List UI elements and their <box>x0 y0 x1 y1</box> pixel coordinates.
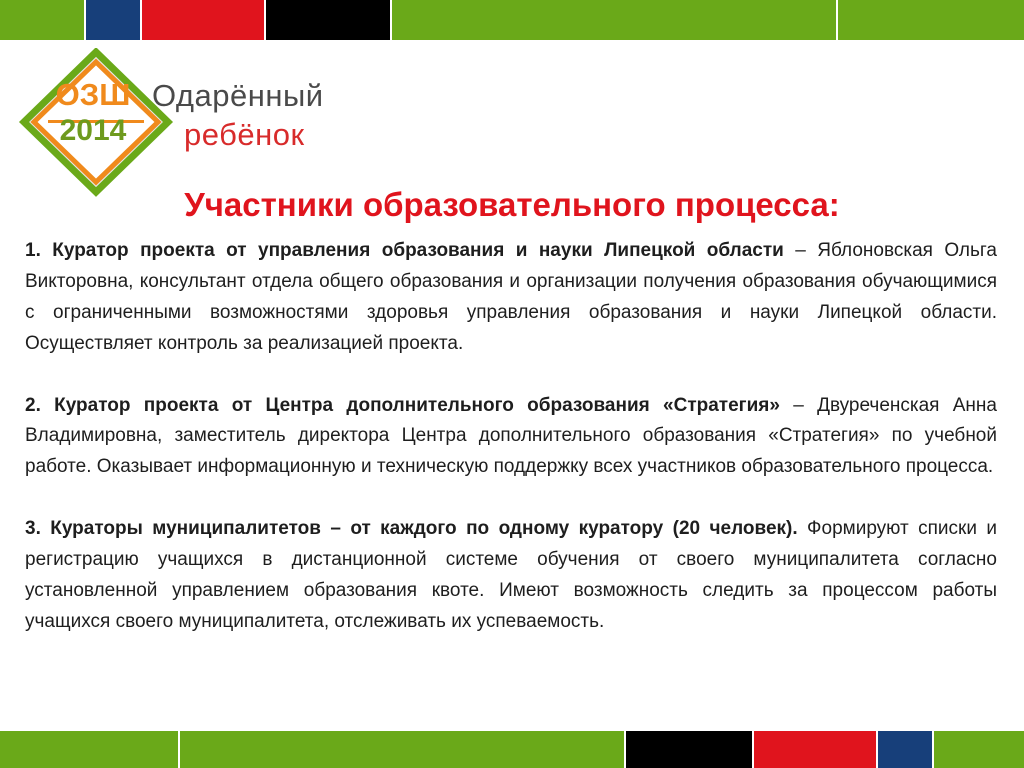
logo <box>18 48 348 198</box>
paragraph-3-text: Формируют списки и регистрацию учащихся в дистанционной системе обучения от своего муниципалитета согласно установленной управлением образования квоте. Имеют возможность следить за процессом работы учащихся своего муниципалитета, отслеживать их успеваемость. <box>25 518 997 632</box>
stripe-green <box>0 0 86 40</box>
paragraph-1-text: – Яблоновская Ольга Викторовна, консультант отдела общего образования и организации получения образования обучающимися с ограниченными возможностями здоровья управления образования и науки Липецкой области. Осуществляет контроль за реализацией проекта. <box>25 240 997 354</box>
paragraph-3 <box>25 514 997 638</box>
stripe-green <box>934 731 1024 768</box>
stripe-green <box>392 0 838 40</box>
slide-title: Участники образовательного процесса: <box>184 186 840 223</box>
paragraph-2-text: – Двуреченская Анна Владимировна, заместитель директора Центра дополнительного образования «Стратегия» по учебной работе. Оказывает информационную и техническую поддержку всех участников образовательного процесса. <box>25 394 997 478</box>
logo-badge-text-1: ОЗШ <box>55 77 131 112</box>
paragraph-1-heading: 1. Куратор проекта от управления образования и науки Липецкой области <box>25 240 784 261</box>
stripe-black <box>626 731 754 768</box>
paragraph-2 <box>25 391 997 484</box>
stripe-green <box>0 731 180 768</box>
logo-badge-text-2: 2014 <box>59 114 127 147</box>
stripe-red <box>142 0 266 40</box>
logo-text-2: ребёнок <box>184 117 305 152</box>
stripe-blue <box>86 0 142 40</box>
bottom-stripe-bar <box>0 731 1024 768</box>
logo-text-1: Одарённый <box>152 78 324 113</box>
paragraph-2-heading: 2. Куратор проекта от Центра дополнительного образования «Стратегия» <box>25 394 780 416</box>
paragraph-3-heading: 3. Кураторы муниципалитетов – от каждого по одному куратору (20 человек). <box>25 518 798 540</box>
slide-content <box>25 236 997 638</box>
stripe-black <box>266 0 392 40</box>
paragraph-1 <box>25 236 997 360</box>
top-stripe-bar <box>0 0 1024 40</box>
stripe-green <box>180 731 626 768</box>
stripe-blue <box>878 731 934 768</box>
stripe-green <box>838 0 1024 40</box>
stripe-red <box>754 731 878 768</box>
